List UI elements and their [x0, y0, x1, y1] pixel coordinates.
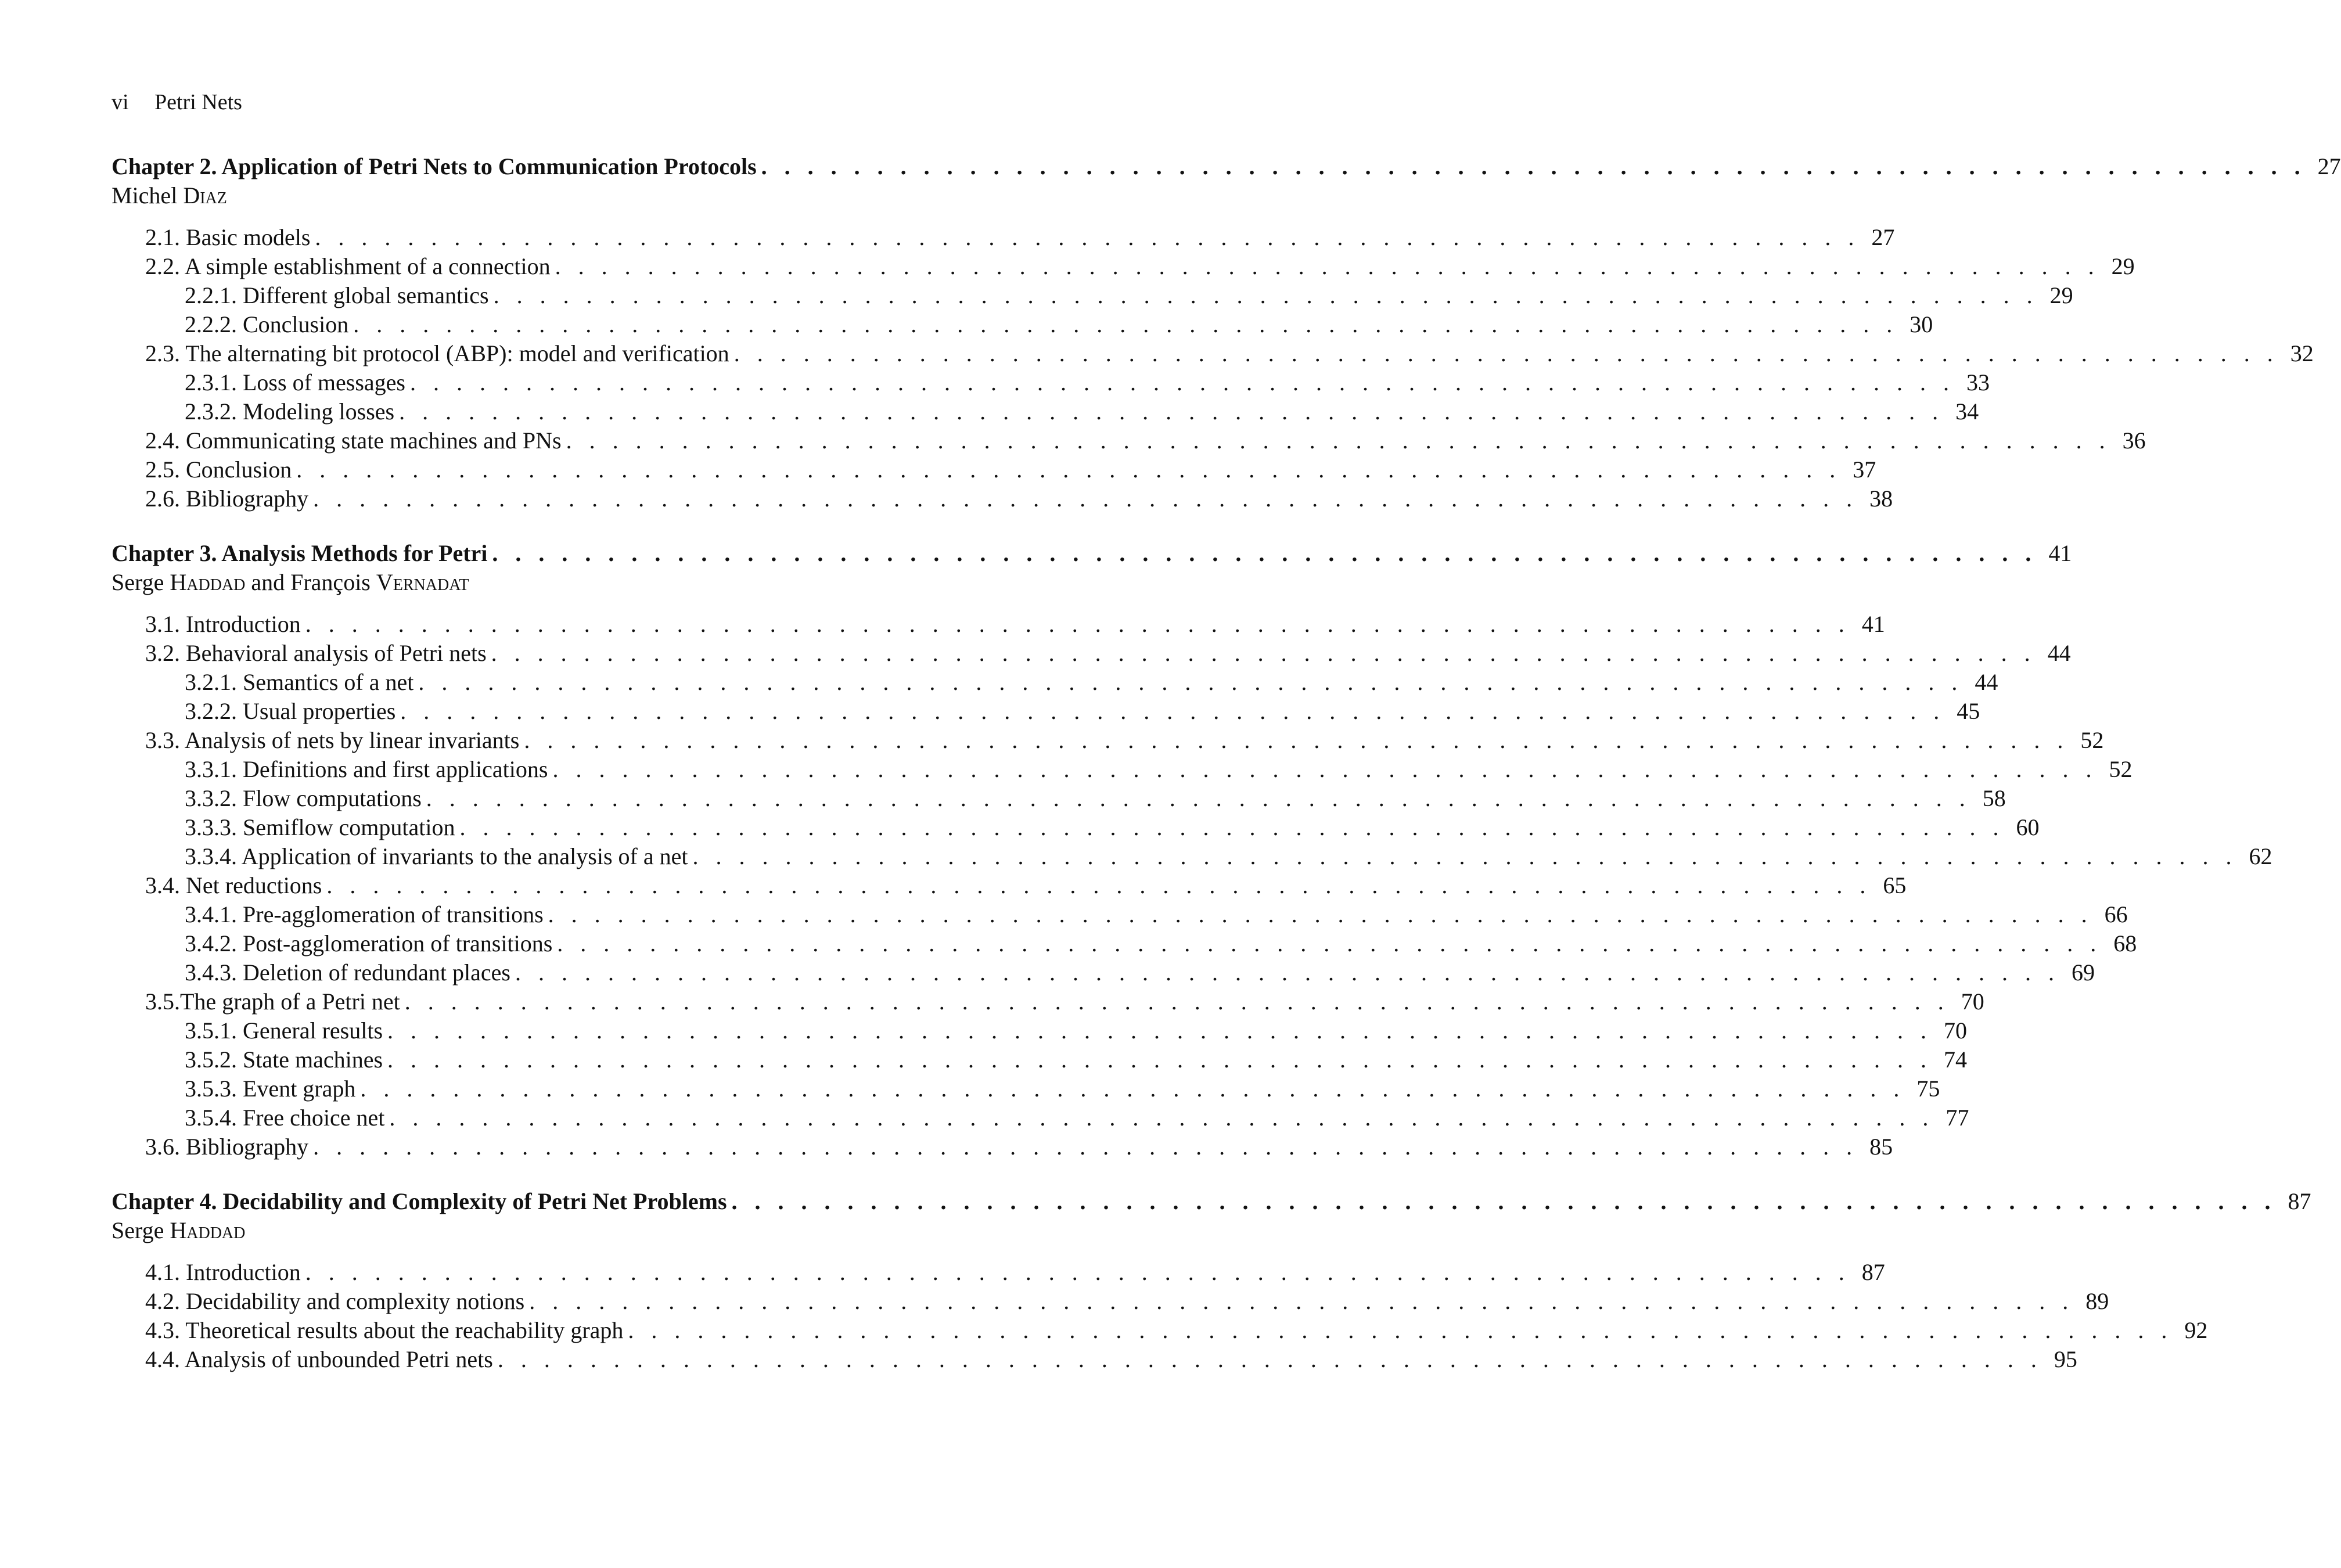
dot-leader: . . . . . . . . . . . . . . . . . . . . . . . . . . . . . . . . . . . . . . . . . . . . . . . . . . . . . . . . . . . . . . . . . . .: [305, 611, 1850, 637]
toc-entry-title: 2.2.2. Conclusion: [185, 311, 349, 337]
toc-entry-title: 4.3. Theoretical results about the reachability graph: [145, 1317, 624, 1343]
toc-entry-title: 3.2.1. Semantics of a net: [185, 669, 414, 695]
toc-entry: [112, 813, 2040, 842]
toc-entry-title: 2.4. Communicating state machines and PNs: [145, 427, 562, 454]
toc-entry: [112, 784, 2006, 813]
dot-leader: . . . . . . . . . . . . . . . . . . . . . . . . . . . . . . . . . . . . . . . . . . . . . . . . . . . . . . . . . . . . . . . . . . .: [557, 930, 2102, 956]
toc-entry: [112, 900, 2128, 929]
dot-leader: . . . . . . . . . . . . . . . . . . . . . . . . . . . . . . . . . . . . . . . . . . . . . . . . . . . . . . . . . . . . . . . . . . .: [628, 1317, 2173, 1343]
dot-leader: . . . . . . . . . . . . . . . . . . . . . . . . . . . . . . . . . . . . . . . . . . . . . . . . . . . . . . . . . . . . . . . . . . .: [360, 1076, 1905, 1102]
dot-leader: . . . . . . . . . . . . . . . . . . . . . . . . . . . . . . . . . . . . . . . . . . . . . . . . . . . . . . . . . . . . . . . . . . .: [529, 1288, 2074, 1314]
toc-entry-title: Chapter 4. Decidability and Complexity of Petri Net Problems: [112, 1188, 727, 1214]
toc-entry: [112, 1345, 2077, 1374]
toc-entry-title: Chapter 3. Analysis Methods for Petri: [112, 540, 488, 566]
toc-entry-title: 3.5.1. General results: [185, 1017, 383, 1044]
dot-leader: . . . . . . . . . . . . . . . . . . . . . . . . . . . . . . . . . . . . . . . . . . . . . . . . . . . . . . . . . . . . . . . . . . .: [555, 253, 2100, 279]
toc-page-number: 87: [1861, 1259, 1885, 1285]
chapter-authors: [112, 568, 943, 597]
toc-page-number: 75: [1916, 1076, 1940, 1102]
toc-page-number: 95: [2054, 1346, 2077, 1372]
toc-entry: [112, 1103, 1969, 1132]
toc-entry-title: 2.3.2. Modeling losses: [185, 398, 395, 425]
dot-leader: . . . . . . . . . . . . . . . . . . . . . . . . . . . . . . . . . . . . . . . . . . . . . . . . . . . . . . . . . . . . . . . . . . .: [497, 1346, 2042, 1372]
chapter-block: [112, 152, 2341, 513]
toc-entry-title: 3.4.2. Post-agglomeration of transitions: [185, 930, 553, 956]
toc-entry: [112, 339, 2314, 368]
author-text: Serge: [112, 1217, 170, 1243]
dot-leader: . . . . . . . . . . . . . . . . . . . . . . . . . . . . . . . . . . . . . . . . . . . . . . . . . . . . . . . . . . . . . . . . . . .: [315, 224, 1860, 250]
toc-page-number: 60: [2016, 814, 2040, 840]
toc-entry-title: 4.1. Introduction: [145, 1259, 301, 1285]
toc-page-number: 29: [2049, 282, 2073, 308]
dot-leader: . . . . . . . . . . . . . . . . . . . . . . . . . . . . . . . . . . . . . . . . . . . . . . . . . . . . . . . . . . . . . . . . . . .: [459, 814, 2005, 840]
table-of-contents: [112, 152, 2341, 1400]
dot-leader: . . . . . . . . . . . . . . . . . . . . . . . . . . . . . . . . . . . . . . . . . . . . . . . . . . . . . . . . . . . . . . . . . . .: [524, 727, 2069, 753]
toc-entry: [112, 958, 2095, 987]
toc-page-number: 36: [2122, 427, 2146, 454]
dot-leader: . . . . . . . . . . . . . . . . . . . . . . . . . . . . . . . . . . . . . . . . . . . . . . . . . . . . . . . . . . . . . . . . . . .: [399, 398, 1944, 425]
author-surname: Diaz: [183, 182, 227, 208]
toc-page-number: 68: [2113, 930, 2137, 956]
author-surname: Haddad: [170, 1217, 246, 1243]
toc-entry-title: 3.3. Analysis of nets by linear invariants: [145, 727, 520, 753]
toc-entry: [112, 668, 1998, 697]
toc-page-number: 27: [2317, 153, 2341, 179]
toc-page-number: 87: [2288, 1188, 2311, 1214]
dot-leader: . . . . . . . . . . . . . . . . . . . . . . . . . . . . . . . . . . . . . . . . . . . . . . . . . . . . . . . . . . . . . . . . . . .: [296, 456, 1842, 483]
dot-leader: . . . . . . . . . . . . . . . . . . . . . . . . . . . . . . . . . . . . . . . . . . . . . . . . . . . . . . . . . . . . . . . . . . .: [305, 1259, 1850, 1285]
toc-page-number: 45: [1957, 698, 1980, 724]
dot-leader: . . . . . . . . . . . . . . . . . . . . . . . . . . . . . . . . . . . . . . . . . . . . . . . . . . . . . . . . . . . . . . . . . . .: [552, 756, 2098, 782]
toc-entry: [112, 1074, 1940, 1103]
toc-entry: [112, 842, 2272, 871]
toc-page-number: 41: [1861, 611, 1885, 637]
author-surname: Haddad: [170, 569, 246, 595]
toc-entry: [112, 1316, 2208, 1345]
toc-entry: [112, 397, 1979, 426]
toc-entry-title: 3.3.1. Definitions and first applications: [185, 756, 548, 782]
toc-entry-title: 4.4. Analysis of unbounded Petri nets: [145, 1346, 493, 1372]
dot-leader: . . . . . . . . . . . . . . . . . . . . . . . . . . . . . . . . . . . . . . . . . . . . . . . . . . . . . . . . . . . . . . . . . . .: [313, 485, 1858, 512]
dot-leader: . . . . . . . . . . . . . . . . . . . . . . . . . . . . . . . . . . . . . . . . . . . . . . . . . . . . . . . . . . . . . . . . . . .: [733, 340, 2279, 366]
toc-entry-title: 2.6. Bibliography: [145, 485, 309, 512]
dot-leader: . . . . . . . . . . . . . . . . . . . . . . . . . . . . . . . . . . . . . . . . . . . . . . . . . . . . . . . . . . . . . . . . . . .: [515, 959, 2060, 986]
dot-leader: . . . . . . . . . . . . . . . . . . . . . . . . . . . . . . . . . . . . . . . . . . . . . . . . . . . . . . . . . . . . . . . . . . .: [353, 311, 1898, 337]
chapter-heading: [112, 539, 2072, 568]
dot-leader: . . . . . . . . . . . . . . . . . . . . . . . . . . . . . . . . . . . . . . . . . . . . . . . . . . . . . . . . . . . . . . . . . . .: [326, 872, 1872, 898]
toc-page-number: 32: [2290, 340, 2314, 366]
toc-page-number: 38: [1869, 485, 1893, 512]
toc-page-number: 66: [2104, 901, 2128, 927]
toc-page-number: 70: [1944, 1017, 1968, 1044]
toc-entry-title: 3.1. Introduction: [145, 611, 301, 637]
dot-leader: . . . . . . . . . . . . . . . . . . . . . . . . . . . . . . . . . . . . . . . . . . . . . . . . . . . . . . . . . . . . . . . . . . .: [426, 785, 1971, 811]
toc-entry: [112, 1016, 1968, 1045]
toc-entry-title: 3.4.1. Pre-agglomeration of transitions: [185, 901, 544, 927]
author-text: Michel: [112, 182, 184, 208]
toc-entry: [112, 1258, 1885, 1287]
chapter-block: [112, 539, 2272, 1161]
toc-page-number: 89: [2085, 1288, 2109, 1314]
toc-entry: [112, 368, 1990, 397]
dot-leader: . . . . . . . . . . . . . . . . . . . . . . . . . . . . . . . . . . . . . . . . . . . . . . . . . . . . . . . . . . . . . . . . . . .: [492, 540, 2037, 566]
toc-entry: [112, 639, 2071, 668]
toc-entry: [112, 1045, 1968, 1074]
dot-leader: . . . . . . . . . . . . . . . . . . . . . . . . . . . . . . . . . . . . . . . . . . . . . . . . . . . . . . . . . . . . . . . . . . .: [731, 1188, 2277, 1214]
toc-entry: [112, 223, 1895, 252]
toc-entry-title: 3.5.2. State machines: [185, 1046, 383, 1073]
toc-entry-title: 2.3. The alternating bit protocol (ABP): model and verification: [145, 340, 729, 366]
toc-page-number: 44: [2047, 640, 2071, 666]
toc-entry-title: 3.4. Net reductions: [145, 872, 322, 898]
toc-entry-title: 3.3.2. Flow computations: [185, 785, 422, 811]
toc-entry-title: Chapter 2. Application of Petri Nets to Communication Protocols: [112, 153, 757, 179]
running-head: [112, 87, 242, 117]
page-folio: vi: [112, 90, 129, 114]
toc-entry-title: 3.6. Bibliography: [145, 1134, 309, 1160]
dot-leader: . . . . . . . . . . . . . . . . . . . . . . . . . . . . . . . . . . . . . . . . . . . . . . . . . . . . . . . . . . . . . . . . . . .: [313, 1134, 1858, 1160]
toc-entry-title: 3.2.2. Usual properties: [185, 698, 396, 724]
chapter-authors: [112, 1216, 943, 1245]
author-surname: Vernadat: [376, 569, 469, 595]
chapter-heading: [112, 152, 2341, 181]
dot-leader: . . . . . . . . . . . . . . . . . . . . . . . . . . . . . . . . . . . . . . . . . . . . . . . . . . . . . . . . . . . . . . . . . . .: [692, 843, 2238, 869]
toc-entry: [112, 310, 1933, 339]
dot-leader: . . . . . . . . . . . . . . . . . . . . . . . . . . . . . . . . . . . . . . . . . . . . . . . . . . . . . . . . . . . . . . . . . . .: [491, 640, 2036, 666]
toc-page-number: 69: [2071, 959, 2095, 986]
toc-page-number: 77: [1946, 1105, 1969, 1131]
toc-entry: [112, 484, 1893, 513]
dot-leader: . . . . . . . . . . . . . . . . . . . . . . . . . . . . . . . . . . . . . . . . . . . . . . . . . . . . . . . . . . . . . . . . . . .: [566, 427, 2111, 454]
chapter-block: [112, 1187, 2311, 1374]
dot-leader: . . . . . . . . . . . . . . . . . . . . . . . . . . . . . . . . . . . . . . . . . . . . . . . . . . . . . . . . . . . . . . . . . . .: [418, 669, 1964, 695]
toc-page-number: 70: [1961, 988, 1984, 1015]
toc-entry: [112, 281, 2073, 310]
dot-leader: . . . . . . . . . . . . . . . . . . . . . . . . . . . . . . . . . . . . . . . . . . . . . . . . . . . . . . . . . . . . . . . . . . .: [493, 282, 2038, 308]
dot-leader: . . . . . . . . . . . . . . . . . . . . . . . . . . . . . . . . . . . . . . . . . . . . . . . . . . . . . . . . . . . . . . . . . . .: [400, 698, 1946, 724]
toc-entry: [112, 252, 2135, 281]
toc-page-number: 62: [2249, 843, 2272, 869]
toc-entry-title: 4.2. Decidability and complexity notions: [145, 1288, 525, 1314]
toc-page-number: 85: [1869, 1134, 1893, 1160]
book-title: Petri Nets: [154, 90, 242, 114]
toc-page-number: 27: [1871, 224, 1895, 250]
toc-page-number: 34: [1955, 398, 1979, 425]
toc-entry-title: 3.5.3. Event graph: [185, 1076, 356, 1102]
toc-page-number: 65: [1883, 872, 1907, 898]
toc-entry-title: 3.2. Behavioral analysis of Petri nets: [145, 640, 487, 666]
toc-entry-title: 2.3.1. Loss of messages: [185, 369, 405, 395]
toc-entry-title: 2.2.1. Different global semantics: [185, 282, 489, 308]
toc-page-number: 52: [2109, 756, 2133, 782]
toc-page-number: 58: [1982, 785, 2006, 811]
dot-leader: . . . . . . . . . . . . . . . . . . . . . . . . . . . . . . . . . . . . . . . . . . . . . . . . . . . . . . . . . . . . . . . . . . .: [548, 901, 2093, 927]
toc-entry-title: 3.4.3. Deletion of redundant places: [185, 959, 510, 986]
dot-leader: . . . . . . . . . . . . . . . . . . . . . . . . . . . . . . . . . . . . . . . . . . . . . . . . . . . . . . . . . . . . . . . . . . .: [389, 1105, 1934, 1131]
toc-entry-title: 2.1. Basic models: [145, 224, 311, 250]
toc-page-number: 29: [2111, 253, 2135, 279]
toc-page-number: 92: [2184, 1317, 2208, 1343]
chapter-heading: [112, 1187, 2311, 1216]
toc-page-number: 30: [1910, 311, 1933, 337]
dot-leader: . . . . . . . . . . . . . . . . . . . . . . . . . . . . . . . . . . . . . . . . . . . . . . . . . . . . . . . . . . . . . . . . . . .: [761, 153, 2306, 179]
dot-leader: . . . . . . . . . . . . . . . . . . . . . . . . . . . . . . . . . . . . . . . . . . . . . . . . . . . . . . . . . . . . . . . . . . .: [409, 369, 1955, 395]
toc-page-number: 52: [2080, 727, 2104, 753]
toc-entry: [112, 610, 1885, 639]
toc-entry: [112, 1287, 2109, 1316]
toc-entry-title: 2.2. A simple establishment of a connection: [145, 253, 551, 279]
toc-entry-title: 2.5. Conclusion: [145, 456, 292, 483]
author-text: Serge: [112, 569, 170, 595]
toc-page-number: 37: [1853, 456, 1876, 483]
toc-entry: [112, 726, 2104, 755]
toc-entry-title: 3.3.3. Semiflow computation: [185, 814, 455, 840]
toc-entry-title: 3.5.The graph of a Petri net: [145, 988, 400, 1015]
toc-page-number: 74: [1944, 1046, 1968, 1073]
toc-page-number: 33: [1966, 369, 1990, 395]
dot-leader: . . . . . . . . . . . . . . . . . . . . . . . . . . . . . . . . . . . . . . . . . . . . . . . . . . . . . . . . . . . . . . . . . . .: [404, 988, 1950, 1015]
toc-page-number: 44: [1975, 669, 1998, 695]
dot-leader: . . . . . . . . . . . . . . . . . . . . . . . . . . . . . . . . . . . . . . . . . . . . . . . . . . . . . . . . . . . . . . . . . . .: [387, 1017, 1933, 1044]
toc-page-number: 41: [2048, 540, 2072, 566]
toc-entry-title: 3.5.4. Free choice net: [185, 1105, 385, 1131]
toc-entry: [112, 455, 1876, 484]
toc-entry: [112, 697, 1980, 726]
chapter-authors: [112, 181, 943, 210]
toc-entry-title: 3.3.4. Application of invariants to the analysis of a net: [185, 843, 688, 869]
dot-leader: . . . . . . . . . . . . . . . . . . . . . . . . . . . . . . . . . . . . . . . . . . . . . . . . . . . . . . . . . . . . . . . . . . .: [387, 1046, 1933, 1073]
author-text: and François: [245, 569, 376, 595]
toc-entry: [112, 929, 2137, 958]
toc-entry: [112, 871, 1907, 900]
toc-entry: [112, 755, 2133, 784]
toc-entry: [112, 987, 1984, 1016]
toc-entry: [112, 1132, 1893, 1161]
toc-entry: [112, 426, 2146, 455]
